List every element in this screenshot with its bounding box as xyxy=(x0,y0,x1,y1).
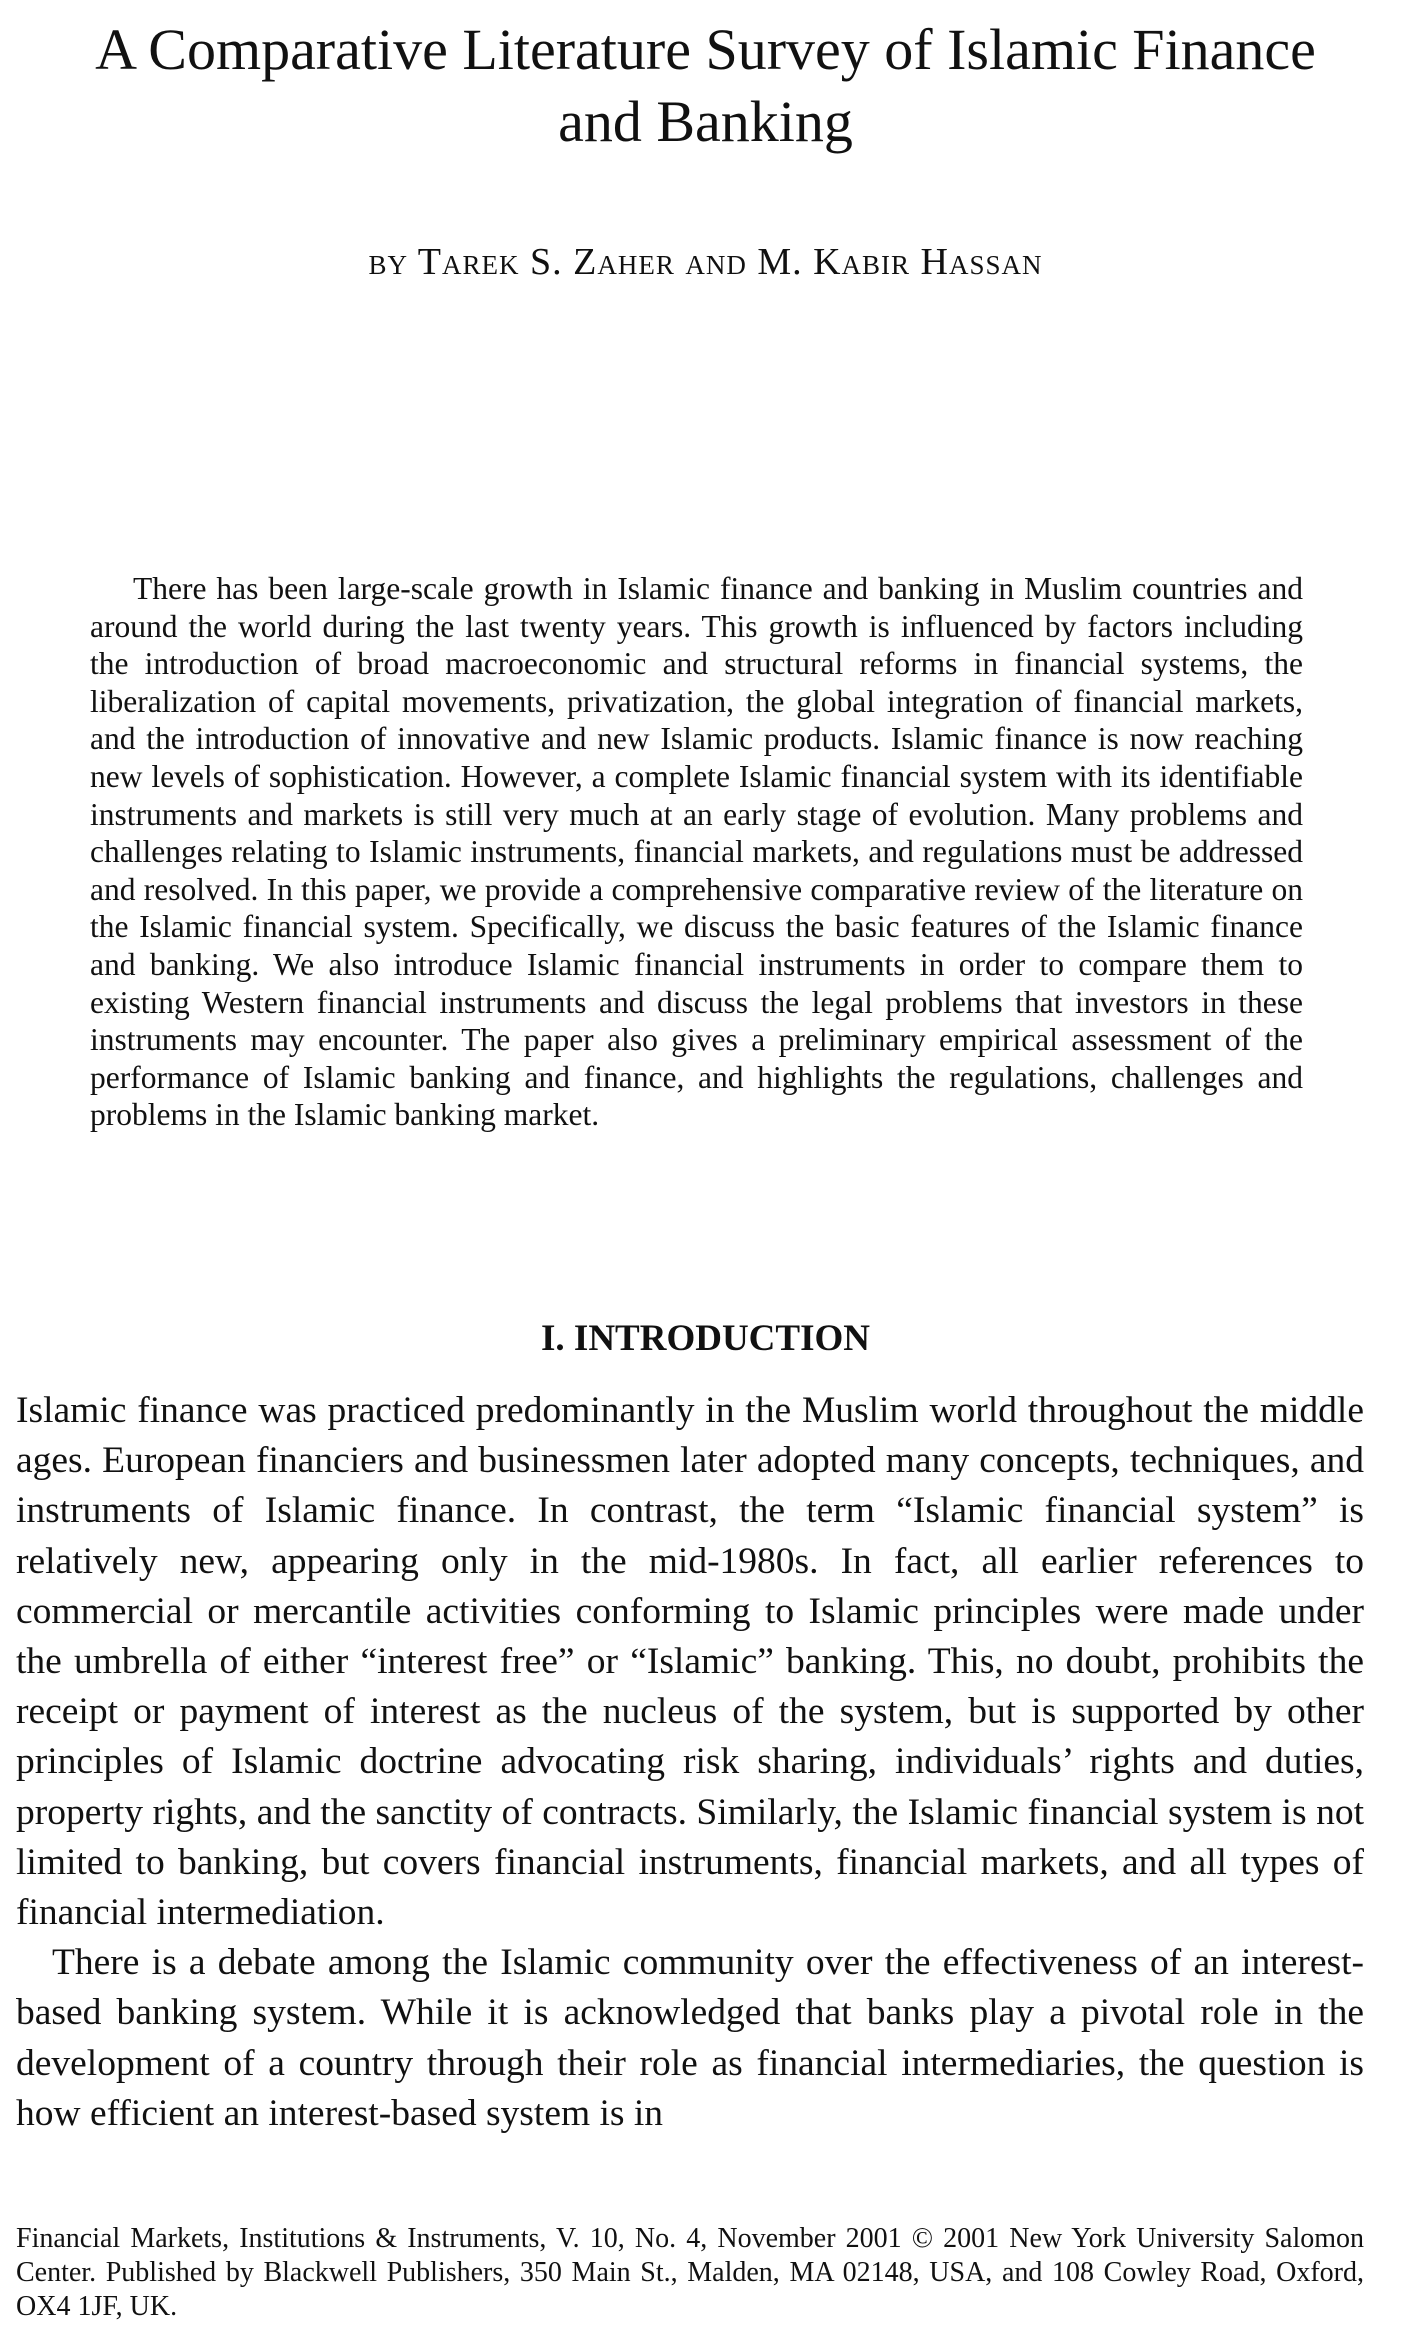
body-paragraph: There is a debate among the Islamic community over the effectiveness of an interest-based banking system. While it is acknowledged that banks play a pivotal role in the development of a country through their role as financial intermediaries, the question is how efficient an interest-based system is in xyxy=(16,1942,1364,2134)
author-line: by Tarek S. Zaher and M. Kabir Hassan xyxy=(368,241,1043,283)
abstract: There has been large-scale growth in Islamic finance and banking in Muslim countries and around the world during the last twenty years. This growth is influenced by factors including the introduction of broad macroeconomic and structural reforms in financial systems, the liberalization of capital movements, privatization, the global integration of financial markets, and the introduction of innovative and new Islamic products. Islamic finance is now reaching new levels of sophistication. However, a complete Islamic financial system with its identifiable instruments and markets is still very much at an early stage of evolution. Many problems and challenges relating to Islamic instruments, financial markets, and regulations must be addressed and resolved. In this paper, we provide a comprehensive comparative review of the literature on the Islamic financial system. Specifically, we discuss the basic features of the Islamic finance and banking. We also introduce Islamic financial instruments in order to compare them to existing Western financial instruments and discuss the legal problems that investors in these instruments may encounter. The paper also gives a preliminary empirical assessment of the performance of Islamic banking and finance, and highlights the regulations, challenges and problems in the Islamic banking market. xyxy=(90,571,1303,1133)
section-body xyxy=(16,1386,1364,2139)
paper-title: A Comparative Literature Survey of Islamic Finance and Banking xyxy=(95,17,1316,154)
publication-footnote: Financial Markets, Institutions & Instruments, V. 10, No. 4, November 2001 © 2001 New York University Salomon Center. Published by Blackwell Publishers, 350 Main St., Malden, MA 02148, USA, and 108 Cowley Road, Oxford, OX4 1JF, UK. xyxy=(16,2223,1364,2322)
body-paragraph: Islamic finance was practiced predominantly in the Muslim world throughout the middle ages. European financiers and businessmen later adopted many concepts, techniques, and instruments of Islamic finance. In contrast, the term “Islamic financial system” is relatively new, appearing only in the mid-1980s. In fact, all earlier references to commercial or mercantile activities conforming to Islamic principles were made under the umbrella of either “interest free” or “Islamic” banking. This, no doubt, prohibits the receipt or payment of interest as the nucleus of the system, but is supported by other principles of Islamic doctrine advocating risk sharing, individuals’ rights and duties, property rights, and the sanctity of contracts. Similarly, the Islamic financial system is not limited to banking, but covers financial instruments, financial markets, and all types of financial intermediation. xyxy=(16,1390,1364,1934)
section-heading: I. INTRODUCTION xyxy=(541,1318,870,1359)
